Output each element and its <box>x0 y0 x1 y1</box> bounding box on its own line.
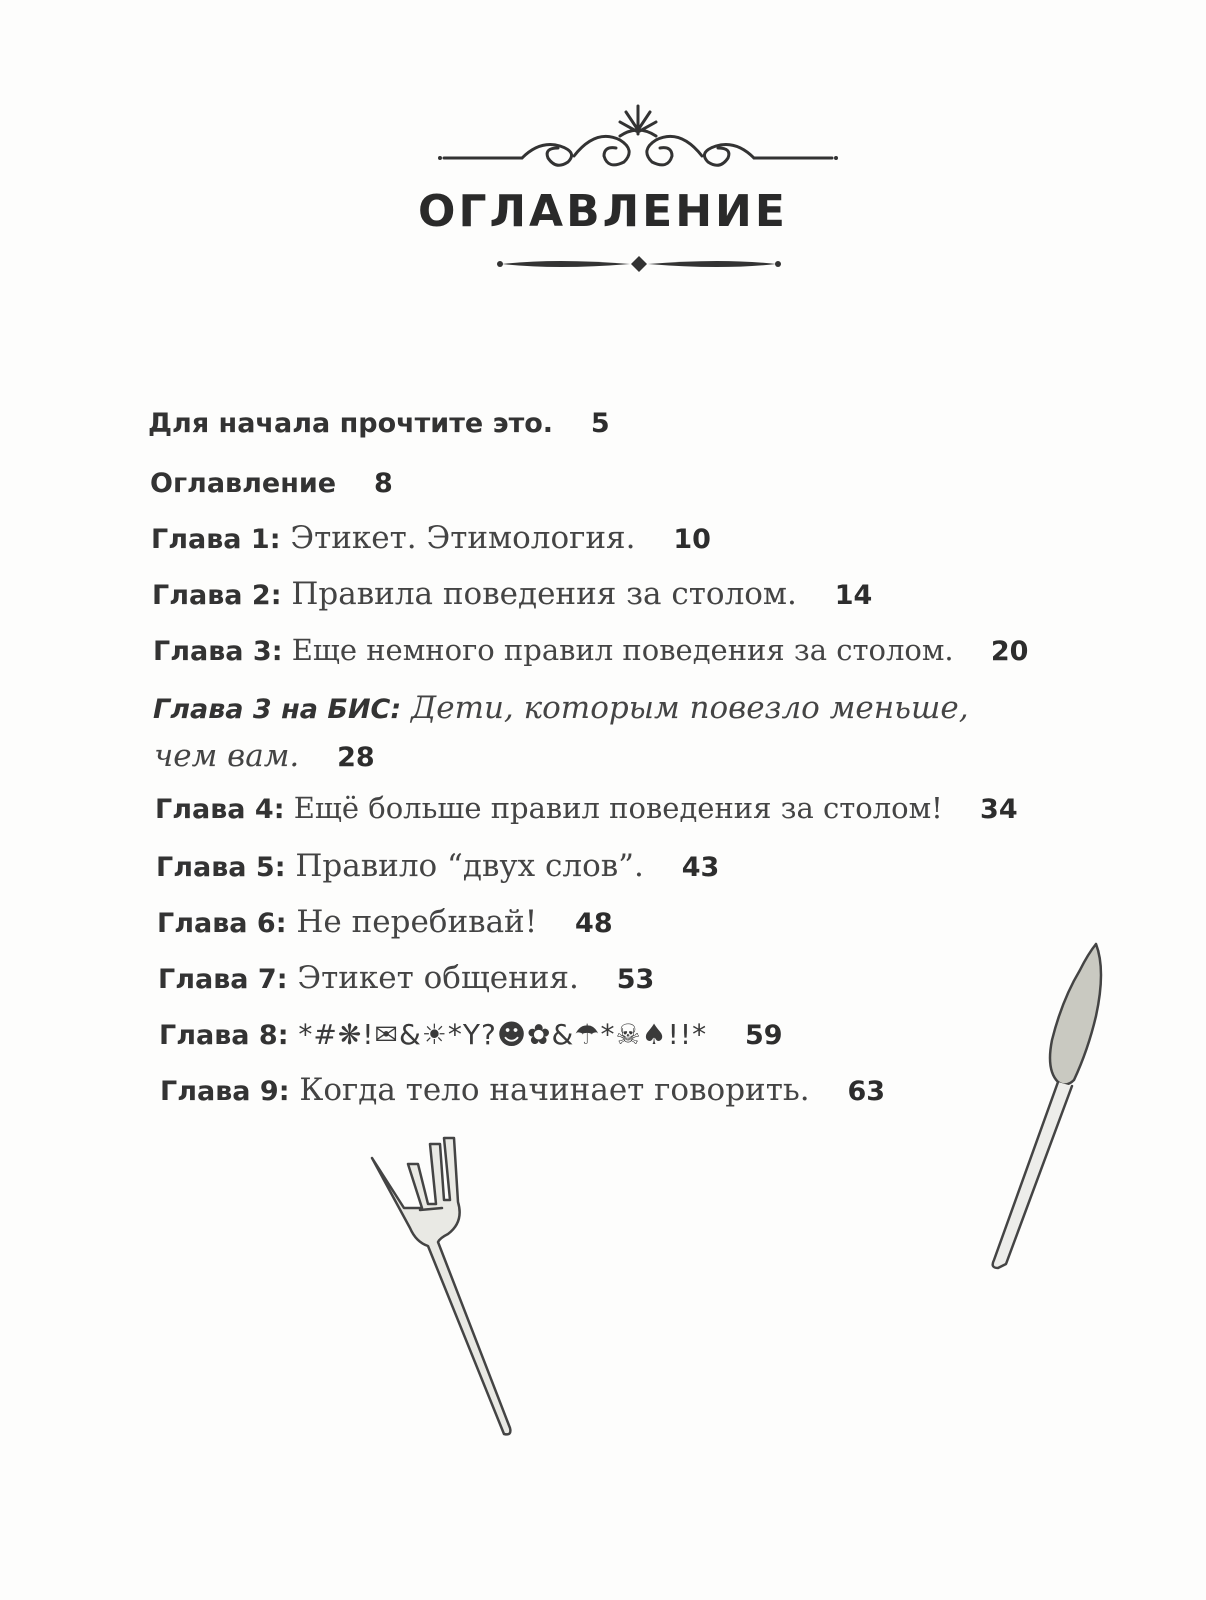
toc-entry-label: Для начала прочтите это. <box>148 408 554 439</box>
toc-page-number: 59 <box>744 1020 783 1051</box>
toc-entry-label: Глава 7: <box>158 964 288 995</box>
toc-page-number: 8 <box>373 468 393 499</box>
toc-entry-title: Дети, которым повезло меньше, <box>411 690 969 726</box>
toc-entry-title-continued: чем вам. <box>154 738 300 774</box>
toc-page-number: 20 <box>990 636 1029 667</box>
toc-entry-title: Правило “двух слов”. <box>295 848 644 884</box>
fork-icon <box>360 1130 550 1440</box>
toc-entry-label: Глава 3: <box>153 636 283 667</box>
toc-entry-intro <box>148 402 610 444</box>
toc-entry-chapter-3-encore <box>153 688 969 730</box>
toc-entry-label: Оглавление <box>150 468 337 499</box>
toc-entry-chapter-3-encore-cont <box>154 736 375 778</box>
toc-page-number: 48 <box>575 908 613 939</box>
toc-entry-chapter-4 <box>155 788 1018 830</box>
toc-entry-label: Глава 3 на БИС: <box>153 694 402 725</box>
toc-entry-title: Ещё больше правил поведения за столом! <box>293 791 943 825</box>
toc-entry-contents <box>150 462 393 504</box>
toc-entry-chapter-6 <box>157 902 613 944</box>
toc-page-number: 43 <box>681 852 720 883</box>
toc-entry-label: Глава 8: <box>159 1020 289 1051</box>
toc-entry-label: Глава 4: <box>155 794 285 825</box>
toc-entry-chapter-1 <box>151 518 711 560</box>
toc-entry-label: Глава 5: <box>156 852 286 883</box>
toc-page-number: 63 <box>847 1076 886 1107</box>
toc-entry-title: *#❋!✉&☀*Y?☻✿&☂*☠♠!!* <box>298 1018 708 1051</box>
toc-entry-chapter-9 <box>160 1070 885 1112</box>
toc-entry-title: Когда тело начинает говорить. <box>299 1072 810 1108</box>
toc-page-number: 14 <box>834 580 873 611</box>
toc-entry-title: Правила поведения за столом. <box>291 576 797 612</box>
page-title: ОГЛАВЛЕНИЕ <box>418 186 788 237</box>
toc-entry-title: Этикет общения. <box>297 960 579 996</box>
toc-page-number: 53 <box>616 964 655 995</box>
toc-entry-chapter-3 <box>153 630 1028 672</box>
toc-page-number: 28 <box>337 742 375 773</box>
toc-page-number: 5 <box>590 408 610 439</box>
toc-page-number: 10 <box>673 524 711 555</box>
toc-entry-title: Не перебивай! <box>296 904 538 940</box>
knife-icon <box>970 930 1120 1280</box>
toc-entry-label: Глава 1: <box>151 524 281 555</box>
toc-entry-label: Глава 6: <box>157 908 287 939</box>
toc-entry-title: Этикет. Этимология. <box>290 520 636 556</box>
toc-entry-label: Глава 9: <box>160 1076 290 1107</box>
toc-entry-label: Глава 2: <box>152 580 282 611</box>
toc-entry-chapter-5 <box>156 846 719 888</box>
toc-entry-chapter-7 <box>158 958 654 1000</box>
toc-entry-chapter-2 <box>152 574 872 616</box>
toc-page-number: 34 <box>980 794 1018 825</box>
toc-entry-title: Еще немного правил поведения за столом. <box>291 633 954 667</box>
toc-entry-chapter-8 <box>159 1014 783 1056</box>
